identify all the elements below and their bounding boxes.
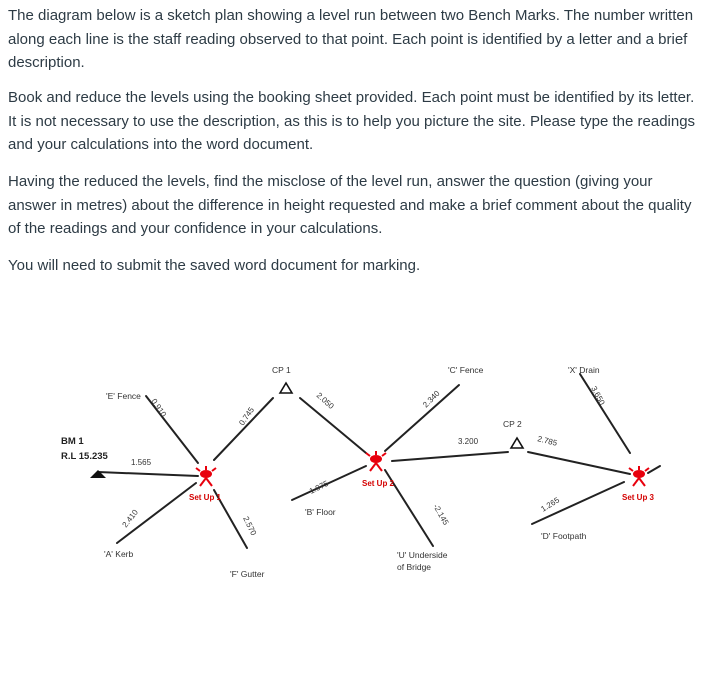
point-a-label: 'A' Kerb — [104, 549, 134, 559]
reading-bm: 1.565 — [131, 458, 152, 467]
point-u-label-line1: 'U' Underside — [397, 550, 448, 560]
point-e-label: 'E' Fence — [106, 391, 141, 401]
sight-line-cp1-su1 — [214, 398, 273, 460]
reading-b: 1.975 — [307, 478, 330, 496]
cp1-triangle-icon — [280, 383, 292, 393]
setup-3-icon — [629, 466, 649, 486]
cp2-triangle-icon — [511, 438, 523, 448]
reading-cp1-su1: 0.745 — [237, 405, 257, 428]
reading-f: 2.570 — [241, 514, 259, 537]
reading-e: 0.910 — [149, 397, 169, 419]
sight-line-c — [385, 385, 459, 451]
sight-line-x — [580, 374, 630, 453]
setup-2-label: Set Up 2 — [362, 479, 395, 488]
reading-cp2-su3: 2.785 — [536, 434, 559, 448]
point-f-label: 'F' Gutter — [230, 569, 265, 579]
reading-d: 1.265 — [539, 495, 562, 514]
intro-paragraph: The diagram below is a sketch plan showing a level run between two Bench Marks. The number written along each line is the staff reading observed to that point. Each point is identified by a letter and a brief description. — [8, 7, 694, 71]
sight-line-b — [292, 466, 366, 500]
point-c-label: 'C' Fence — [448, 365, 484, 375]
reading-x: 3.650 — [589, 384, 607, 407]
cp2-label: CP 2 — [503, 419, 522, 429]
point-d-label: 'D' Footpath — [541, 531, 587, 541]
sight-line-continue — [648, 466, 660, 473]
cp1-label: CP 1 — [272, 365, 291, 375]
sight-line-cp2-su3 — [528, 452, 630, 474]
reading-a: 2.410 — [120, 507, 140, 530]
point-u-label-line2: of Bridge — [397, 562, 432, 572]
setup-3-label: Set Up 3 — [622, 493, 655, 502]
point-b-label: 'B' Floor — [305, 507, 336, 517]
misclose-paragraph: Having the reduced the levels, find the misclose of the level run, answer the question (giving your answer in metres) about the difference in height requested and make a brief comment about the quality of the readings and your confidence in your calculations. — [8, 173, 692, 237]
bm-rl-label: R.L 15.235 — [61, 451, 108, 462]
benchmark-triangle-icon — [90, 470, 106, 478]
setup-2-icon — [366, 451, 386, 471]
reading-cp1-su2: 2.050 — [314, 390, 336, 411]
setup-1-label: Set Up 1 — [189, 493, 222, 502]
submit-paragraph: You will need to submit the saved word document for marking. — [8, 257, 421, 274]
bm-label: BM 1 — [61, 436, 84, 447]
sight-line-cp2-su2 — [392, 452, 508, 461]
reading-cp2-su2: 3.200 — [458, 437, 479, 446]
point-x-label: 'X' Drain — [568, 365, 600, 375]
sight-line-bm — [98, 472, 198, 476]
reading-u: -2.145 — [431, 502, 451, 527]
reading-c: 2.340 — [421, 388, 442, 410]
booking-paragraph: Book and reduce the levels using the booking sheet provided. Each point must be identified by its letter. It is not necessary to use the description, as this is to help you picture the site. Please type the readings and your calculations into the word document. — [8, 89, 696, 153]
